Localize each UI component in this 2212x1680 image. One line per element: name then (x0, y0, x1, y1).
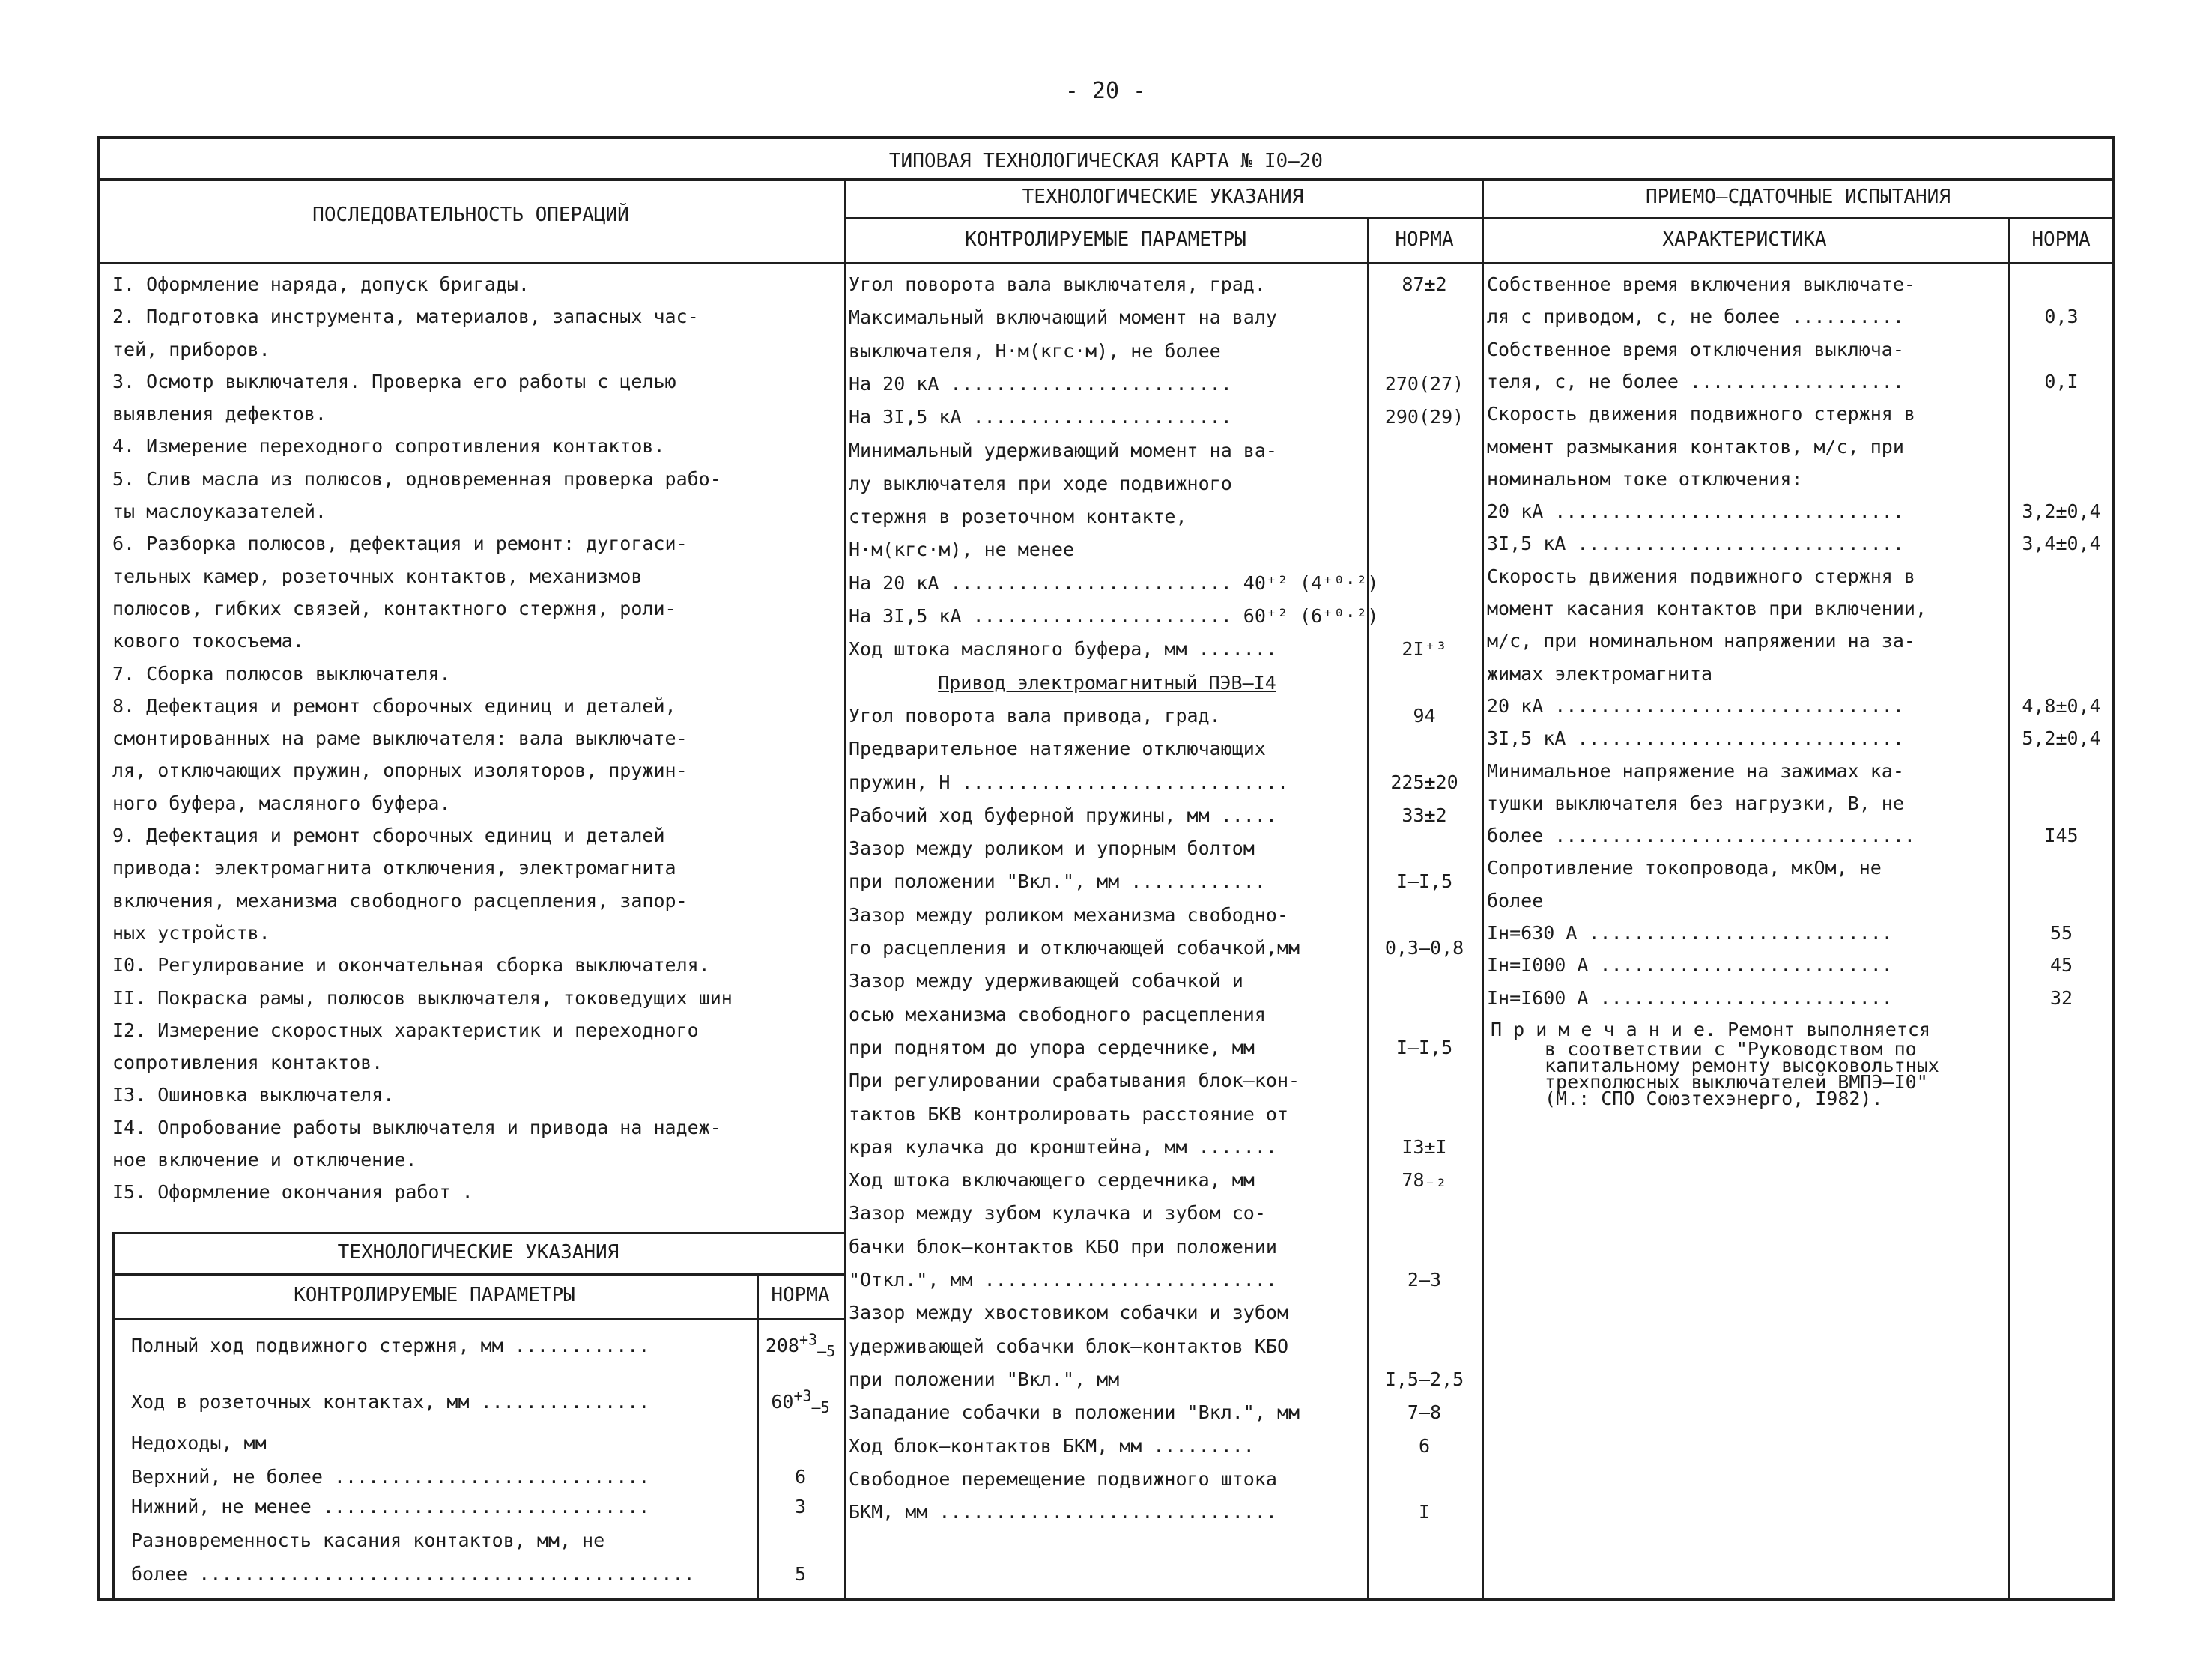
middle-line: стержня в розеточном контакте, (849, 506, 1187, 528)
middle-line: Ход штока включающего сердечника, мм (849, 1169, 1255, 1192)
operation-item: 4. Измерение переходного сопротивления контактов. (112, 435, 665, 458)
header-sequence: ПОСЛЕДОВАТЕЛЬНОСТЬ ОПЕРАЦИЙ (312, 204, 629, 226)
left-box-norm: $60^{+3}_{-5}$ (771, 1386, 830, 1416)
operation-item: I5. Оформление окончания работ . (112, 1181, 473, 1204)
middle-norm: 33±2 (1402, 804, 1447, 826)
operation-item: ных устройств. (112, 921, 270, 944)
middle-norm: 290(29) (1384, 406, 1464, 428)
middle-line: края кулачка до кронштейна, мм ....... (849, 1135, 1277, 1158)
middle-line: Угол поворота вала привода, град. (849, 704, 1221, 727)
middle-norm: 0,3–0,8 (1384, 937, 1464, 959)
middle-line: На 3I,5 кА ....................... 60⁺² (6⁺⁰·²) (849, 605, 1379, 627)
note-line: (М.: СПО Союзтехэнерго, I982). (1545, 1088, 1883, 1109)
operation-item: I4. Опробование работы выключателя и привода на надеж- (112, 1116, 721, 1138)
operation-item: 8. Дефектация и ремонт сборочных единиц и деталей, (112, 694, 676, 717)
middle-norm: 6 (1418, 1434, 1431, 1457)
header-norm-right: НОРМА (2031, 228, 2091, 251)
left-box-header-params: КОНТРОЛИРУЕМЫЕ ПАРАМЕТРЫ (294, 1284, 575, 1306)
left-box-header-norm: НОРМА (771, 1284, 830, 1306)
middle-norm: 2–3 (1407, 1269, 1442, 1291)
operation-item: кового токосъема. (112, 630, 304, 652)
middle-line: при положении "Вкл.", мм ............ (849, 870, 1266, 893)
operation-item: 3. Осмотр выключателя. Проверка его работы с целью (112, 370, 676, 392)
operation-item: выявления дефектов. (112, 403, 327, 425)
middle-line: Западание собачки в положении "Вкл.", мм (849, 1401, 1300, 1424)
right-norm: 32 (2049, 986, 2073, 1009)
right-line: номинальном токе отключения: (1487, 467, 1803, 490)
left-box-row: Ход в розеточных контактах, мм ............... (131, 1391, 650, 1413)
right-line: Iн=I000 А .......................... (1487, 954, 1893, 977)
operation-item: 7. Сборка полюсов выключателя. (112, 662, 451, 685)
operation-item: I2. Измерение скоростных характеристик и переходного (112, 1019, 699, 1041)
right-line: 20 кА ............................... (1487, 694, 1904, 717)
middle-line: Ход блок–контактов БКМ, мм ......... (849, 1434, 1255, 1457)
left-box-row: Полный ход подвижного стержня, мм ............ (131, 1335, 650, 1356)
operation-item: II. Покраска рамы, полюсов выключателя, токоведущих шин (112, 986, 733, 1009)
left-box-row: Разновременность касания контактов, мм, не (131, 1529, 605, 1551)
operation-item: 5. Слив масла из полюсов, одновременная проверка рабо- (112, 467, 721, 490)
right-norm: 55 (2049, 922, 2073, 944)
middle-norm: I,5–2,5 (1384, 1368, 1464, 1390)
right-line: 20 кА ............................... (1487, 500, 1904, 523)
page-number: - 20 - (1064, 78, 1147, 104)
right-norm: I45 (2044, 825, 2079, 847)
left-box-title-rule (112, 1273, 844, 1276)
middle-norm: 7–8 (1407, 1401, 1442, 1424)
operation-item: 2. Подготовка инструмента, материалов, запасных час- (112, 306, 699, 328)
divider-ops-middle (844, 178, 846, 1601)
operations-list (112, 268, 839, 1209)
operation-item: I0. Регулирование и окончательная сборка выключателя. (112, 954, 710, 977)
middle-line: выключателя, Н·м(кгс·м), не более (849, 339, 1221, 362)
right-line: Сопротивление токопровода, мкОм, не (1487, 857, 1882, 879)
right-line: Минимальное напряжение на зажимах ка- (1487, 759, 1904, 782)
note-line: в соответствии с "Руководством по (1545, 1038, 1917, 1060)
middle-line: Зазор между удерживающей собачкой и (849, 970, 1243, 992)
right-line: Скорость движения подвижного стержня в (1487, 565, 1915, 587)
card-title: ТИПОВАЯ ТЕХНОЛОГИЧЕСКАЯ КАРТА № I0–20 (888, 150, 1324, 172)
middle-line: осью механизма свободного расцепления (849, 1003, 1266, 1025)
left-box-norm-divider (757, 1273, 759, 1601)
divider-middle-right (1482, 178, 1484, 1601)
right-norm: 45 (2049, 954, 2073, 977)
operation-item: тельных камер, розеточных контактов, механизмов (112, 565, 643, 587)
middle-line: го расцепления и отключающей собачкой,мм (849, 937, 1300, 959)
right-line: момент касания контактов при включении, (1487, 598, 1927, 619)
header-tech-instructions: ТЕХНОЛОГИЧЕСКИЕ УКАЗАНИЯ (1022, 186, 1304, 208)
right-line: более ................................ (1487, 825, 1915, 847)
operation-item: 6. Разборка полюсов, дефектация и ремонт: дугогаси- (112, 533, 688, 555)
right-line: 3I,5 кА ............................. (1487, 533, 1904, 555)
operation-item: ты маслоуказателей. (112, 500, 327, 523)
right-line: жимах электромагнита (1487, 662, 1713, 685)
middle-line: При регулировании срабатывания блок–кон- (849, 1070, 1300, 1092)
operation-item: включения, механизма свободного расцепления, запор- (112, 889, 688, 912)
right-norm: 0,I (2044, 370, 2079, 392)
middle-line: На 20 кА ......................... (849, 372, 1232, 395)
middle-line: Ход штока масляного буфера, мм ....... (849, 638, 1277, 661)
operation-item: I3. Ошиновка выключателя. (112, 1084, 395, 1106)
right-line: более (1487, 889, 1544, 912)
middle-line: Зазор между роликом и упорным болтом (849, 837, 1255, 860)
middle-norm: 94 (1413, 704, 1436, 727)
middle-line: при поднятом до упора сердечнике, мм (849, 1036, 1255, 1058)
right-line: теля, с, не более ................... (1487, 370, 1904, 392)
right-norm: 3,4±0,4 (2022, 533, 2101, 555)
middle-line: бачки блок–контактов КБО при положении (849, 1235, 1277, 1258)
left-box-top-rule (112, 1232, 844, 1234)
middle-line: На 20 кА ......................... 40⁺² (4⁺⁰·²) (849, 571, 1379, 594)
rule-under-section-headers (844, 217, 2115, 219)
right-line: момент размыкания контактов, м/с, при (1487, 435, 1904, 458)
note-block (1491, 1019, 2008, 1107)
middle-line: Угол поворота вала выключателя, град. (849, 273, 1266, 295)
operation-item: смонтированных на раме выключателя: вала выключате- (112, 727, 688, 750)
left-box-row: более ............................................ (131, 1563, 695, 1585)
operation-item: привода: электромагнита отключения, электромагнита (112, 857, 676, 879)
operation-item: ля, отключающих пружин, опорных изоляторов, пружин- (112, 759, 688, 782)
middle-line: Минимальный удерживающий момент на ва- (849, 439, 1277, 461)
header-controlled-params: КОНТРОЛИРУЕМЫЕ ПАРАМЕТРЫ (965, 228, 1246, 251)
header-acceptance-tests: ПРИЕМО–СДАТОЧНЫЕ ИСПЫТАНИЯ (1646, 186, 1951, 208)
left-box-row: Верхний, не более ............................ (131, 1466, 650, 1488)
right-line: тушки выключателя без нагрузки, В, не (1487, 792, 1904, 814)
operation-item: ное включение и отключение. (112, 1149, 417, 1171)
middle-norm: 87±2 (1402, 273, 1447, 295)
right-norm: 0,3 (2044, 306, 2079, 328)
operation-item: I. Оформление наряда, допуск бригады. (112, 273, 530, 295)
middle-line: Зазор между зубом кулачка и зубом со- (849, 1202, 1266, 1225)
middle-norm: 78₋₂ (1402, 1169, 1447, 1192)
middle-line: "Откл.", мм .......................... (849, 1269, 1277, 1291)
operation-item: тей, приборов. (112, 338, 270, 360)
middle-line: БКМ, мм .............................. (849, 1501, 1277, 1523)
note-line: капитальному ремонту высоковольтных (1545, 1055, 1939, 1076)
middle-norm: I3±I (1402, 1135, 1447, 1158)
middle-line: Привод электромагнитный ПЭВ–I4 (938, 671, 1276, 694)
middle-line: Н·м(кгс·м), не менее (849, 539, 1075, 561)
middle-line: Зазор между хвостовиком собачки и зубом (849, 1302, 1288, 1324)
middle-line: Максимальный включающий момент на валу (849, 306, 1277, 329)
middle-norm: 2I⁺³ (1402, 638, 1447, 661)
right-norm: 3,2±0,4 (2022, 500, 2101, 523)
header-characteristic: ХАРАКТЕРИСТИКА (1662, 228, 1827, 251)
left-box-norm: 5 (794, 1563, 807, 1585)
middle-norm: 225±20 (1390, 771, 1458, 793)
operation-item: ного буфера, масляного буфера. (112, 792, 451, 814)
middle-line: Предварительное натяжение отключающих (849, 738, 1266, 760)
middle-norm: I–I,5 (1396, 1036, 1453, 1058)
right-line: Собственное время отключения выключа- (1487, 338, 1904, 360)
right-norm: 4,8±0,4 (2022, 694, 2101, 717)
right-norm: 5,2±0,4 (2022, 727, 2101, 750)
middle-line: тактов БКВ контролировать расстояние от (849, 1103, 1288, 1125)
right-line: 3I,5 кА ............................. (1487, 727, 1904, 750)
middle-norm: I–I,5 (1396, 870, 1453, 893)
header-norm-middle: НОРМА (1395, 228, 1454, 251)
middle-line: Зазор между роликом механизма свободно- (849, 903, 1288, 926)
left-box-norm: 6 (794, 1466, 807, 1488)
middle-line: при положении "Вкл.", мм (849, 1368, 1120, 1390)
note-line: трехполюсных выключателей ВМПЭ–I0" (1545, 1071, 1928, 1093)
rule-under-title (97, 178, 2115, 181)
operation-item: полюсов, гибких связей, контактного стержня, роли- (112, 597, 676, 619)
middle-line: удерживающей собачки блок–контактов КБО (849, 1335, 1288, 1357)
right-line: Скорость движения подвижного стержня в (1487, 403, 1915, 425)
middle-line: лу выключателя при ходе подвижного (849, 472, 1232, 494)
middle-line: Рабочий ход буферной пружины, мм ..... (849, 804, 1277, 826)
right-line: Собственное время включения выключате- (1487, 273, 1915, 295)
middle-norm: 270(27) (1384, 372, 1464, 395)
right-line: Iн=630 А ........................... (1487, 922, 1893, 944)
middle-line: На 3I,5 кА ....................... (849, 406, 1232, 428)
left-box-row: Нижний, не менее ............................. (131, 1496, 650, 1517)
left-box-norm: $208^{+3}_{-5}$ (765, 1330, 836, 1360)
left-box-title: ТЕХНОЛОГИЧЕСКИЕ УКАЗАНИЯ (337, 1241, 619, 1264)
left-box-header-rule (112, 1318, 844, 1320)
right-line: ля с приводом, с, не более .......... (1487, 306, 1904, 328)
middle-line: Свободное перемещение подвижного штока (849, 1467, 1277, 1490)
left-box-norm: 3 (794, 1496, 807, 1517)
right-line: Iн=I600 А .......................... (1487, 986, 1893, 1009)
right-line: м/с, при номинальном напряжении на за- (1487, 630, 1915, 652)
middle-norm: I (1418, 1501, 1431, 1523)
middle-line: пружин, Н ............................. (849, 771, 1288, 793)
divider-right-norm (2008, 217, 2010, 1601)
operation-item: 9. Дефектация и ремонт сборочных единиц и деталей (112, 825, 665, 847)
operation-item: сопротивления контактов. (112, 1052, 384, 1074)
left-box-row: Недоходы, мм (131, 1432, 267, 1454)
rule-under-column-headers (97, 262, 2115, 264)
note-line: П р и м е ч а н и е. Ремонт выполняется (1491, 1019, 1930, 1040)
